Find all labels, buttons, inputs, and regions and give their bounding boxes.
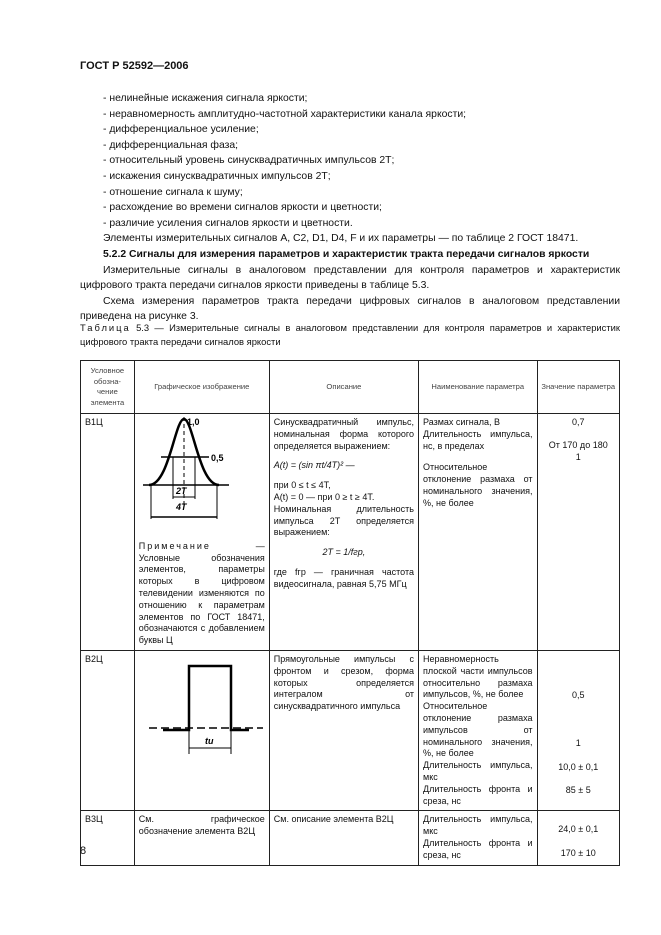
description-cell [269, 414, 418, 651]
column-header: Условное обозна-чение элемента [81, 361, 135, 414]
list-item: - дифференциальное усиление; [103, 124, 259, 136]
description-text: где fгр — граничная частота видеосигнала, равная 5,75 МГц [273, 566, 414, 589]
description-cell: См. описание элемента В2Ц [269, 811, 418, 866]
column-header: Наименование параметра [419, 361, 538, 414]
label-4t: 4T [175, 502, 187, 512]
parameter-name: Неравномерность плоской части импульсов относительно размаха импульсов, %, не более [423, 653, 533, 700]
parameter-cell [419, 650, 538, 810]
parameters-table [80, 360, 620, 866]
parameter-value: 1 [575, 451, 581, 462]
parameter-name: Длительность фронта и среза, нс [423, 837, 533, 860]
table-caption [80, 321, 620, 349]
parameter-value: 1 [575, 737, 581, 748]
parameter-name: Относительное отклонение размаха импульсов от номинального значения, %, не более [423, 701, 533, 759]
list-item: - расхождение во времени сигналов яркости и цветности; [103, 202, 382, 214]
label-half: 0,5 [210, 453, 224, 463]
parameter-name: Длительность импульса, мкс [423, 760, 533, 782]
label-pulse-width: tи [204, 735, 214, 746]
parameter-value: 0,5 [572, 689, 585, 700]
table-row [81, 650, 620, 810]
parameter-name: Длительность фронта и среза, нс [423, 783, 533, 806]
paragraph: Схема измерения параметров тракта передачи цифровых сигналов в аналоговом представлении приведена на рисунке 3. [80, 295, 620, 323]
formula: A(t) = (sin πt/4T)² — [273, 460, 355, 471]
parameter-value: 170 ± 10 [560, 848, 596, 859]
column-header: Графическое изображение [134, 361, 269, 414]
parameter-name: Длительность импульса, мкс [423, 814, 533, 837]
document-header: ГОСТ Р 52592—2006 [80, 60, 189, 72]
value-cell [537, 650, 619, 810]
parameter-value: 24,0 ± 0,1 [558, 824, 599, 835]
paragraph: Элементы измерительных сигналов A, C2, D1, D4, F и их параметры — по таблице 2 ГОСТ 18471. [103, 233, 579, 245]
parameter-value: 10,0 ± 0,1 [558, 761, 599, 772]
caption-text: 5.3 — Измерительные сигналы в аналоговом представлении для контроля параметров и характеристик цифрового тракта передачи сигналов яркости [80, 322, 620, 347]
section-heading: 5.2.2 Сигналы для измерения параметров и характеристик тракта передачи сигналов яркости [103, 248, 590, 260]
list-item: - нелинейные искажения сигнала яркости; [103, 93, 308, 104]
list-item: - искажения синусквадратичных импульсов 2Т; [103, 170, 331, 182]
note-text: — Условные обозначения элементов, параметры которых в цифровом телевидении изменяются по отношению к параметрам элементов по ГОСТ 18471, обозначаются с добавлением буквы Ц [138, 540, 265, 646]
graphic-cell: См. графическое обозначение элемента В2Ц [134, 811, 269, 866]
body-text [80, 91, 620, 325]
description-text: A(t) = 0 — при 0 ≥ t ≥ 4T. [273, 491, 375, 502]
list-item: - дифференциальная фаза; [103, 139, 239, 151]
parameter-value: 85 ± 5 [565, 785, 591, 796]
note-label: Примечание [138, 540, 211, 551]
label-2t: 2T [175, 486, 187, 496]
list-item: - неравномерность амплитудно-частотной характеристики канала яркости; [103, 108, 467, 120]
page-number: 8 [80, 845, 87, 857]
parameter-value: От 170 до 180 [548, 439, 608, 450]
table-note [139, 541, 265, 647]
list-item: - отношение сигнала к шуму; [103, 186, 243, 198]
parameter-cell [419, 414, 538, 651]
parameter-name: Размах сигнала, В [423, 417, 500, 427]
graphic-cell [134, 414, 269, 651]
formula: 2T = 1/fгр, [322, 547, 366, 558]
description-text: Номинальная длительность импульса 2T определяется выражением: [273, 503, 414, 538]
column-header: Описание [269, 361, 418, 414]
description-cell: Прямоугольные импульсы с фронтом и срезом, форма которых определяется интегралом от синусквадратичного импульса [269, 650, 418, 810]
parameter-name: Длительность импульса, нс, в пределах [423, 428, 533, 451]
description-text: Синусквадратичный импульс, номинальная форма которого определяется выражением: [273, 417, 414, 451]
parameter-name: Относительное отклонение размаха от номинального значения, %, не более [423, 462, 533, 508]
element-id: В1Ц [81, 414, 135, 651]
paragraph: Измерительные сигналы в аналоговом представлении для контроля параметров и характеристик цифрового тракта передачи сигналов яркости приведены в таблице 5.3. [80, 264, 620, 292]
element-id: В2Ц [81, 650, 135, 810]
list-item: - относительный уровень синусквадратичных импульсов 2Т; [103, 155, 395, 167]
sine-squared-pulse-diagram [139, 417, 265, 537]
value-cell [537, 811, 619, 866]
table-row [81, 414, 620, 651]
parameter-cell [419, 811, 538, 866]
list-item: - различие усиления сигналов яркости и цветности. [103, 217, 353, 229]
label-peak: 1,0 [186, 417, 200, 427]
element-id: В3Ц [81, 811, 135, 866]
description-text: при 0 ≤ t ≤ 4T, [273, 480, 331, 491]
parameter-value: 0,7 [572, 417, 585, 427]
table-header-row [81, 361, 620, 414]
rectangular-pulse-diagram [139, 654, 265, 754]
value-cell [537, 414, 619, 651]
caption-label: Таблица [80, 322, 131, 333]
column-header: Значение параметра [537, 361, 619, 414]
table-row [81, 811, 620, 866]
graphic-cell [134, 650, 269, 810]
